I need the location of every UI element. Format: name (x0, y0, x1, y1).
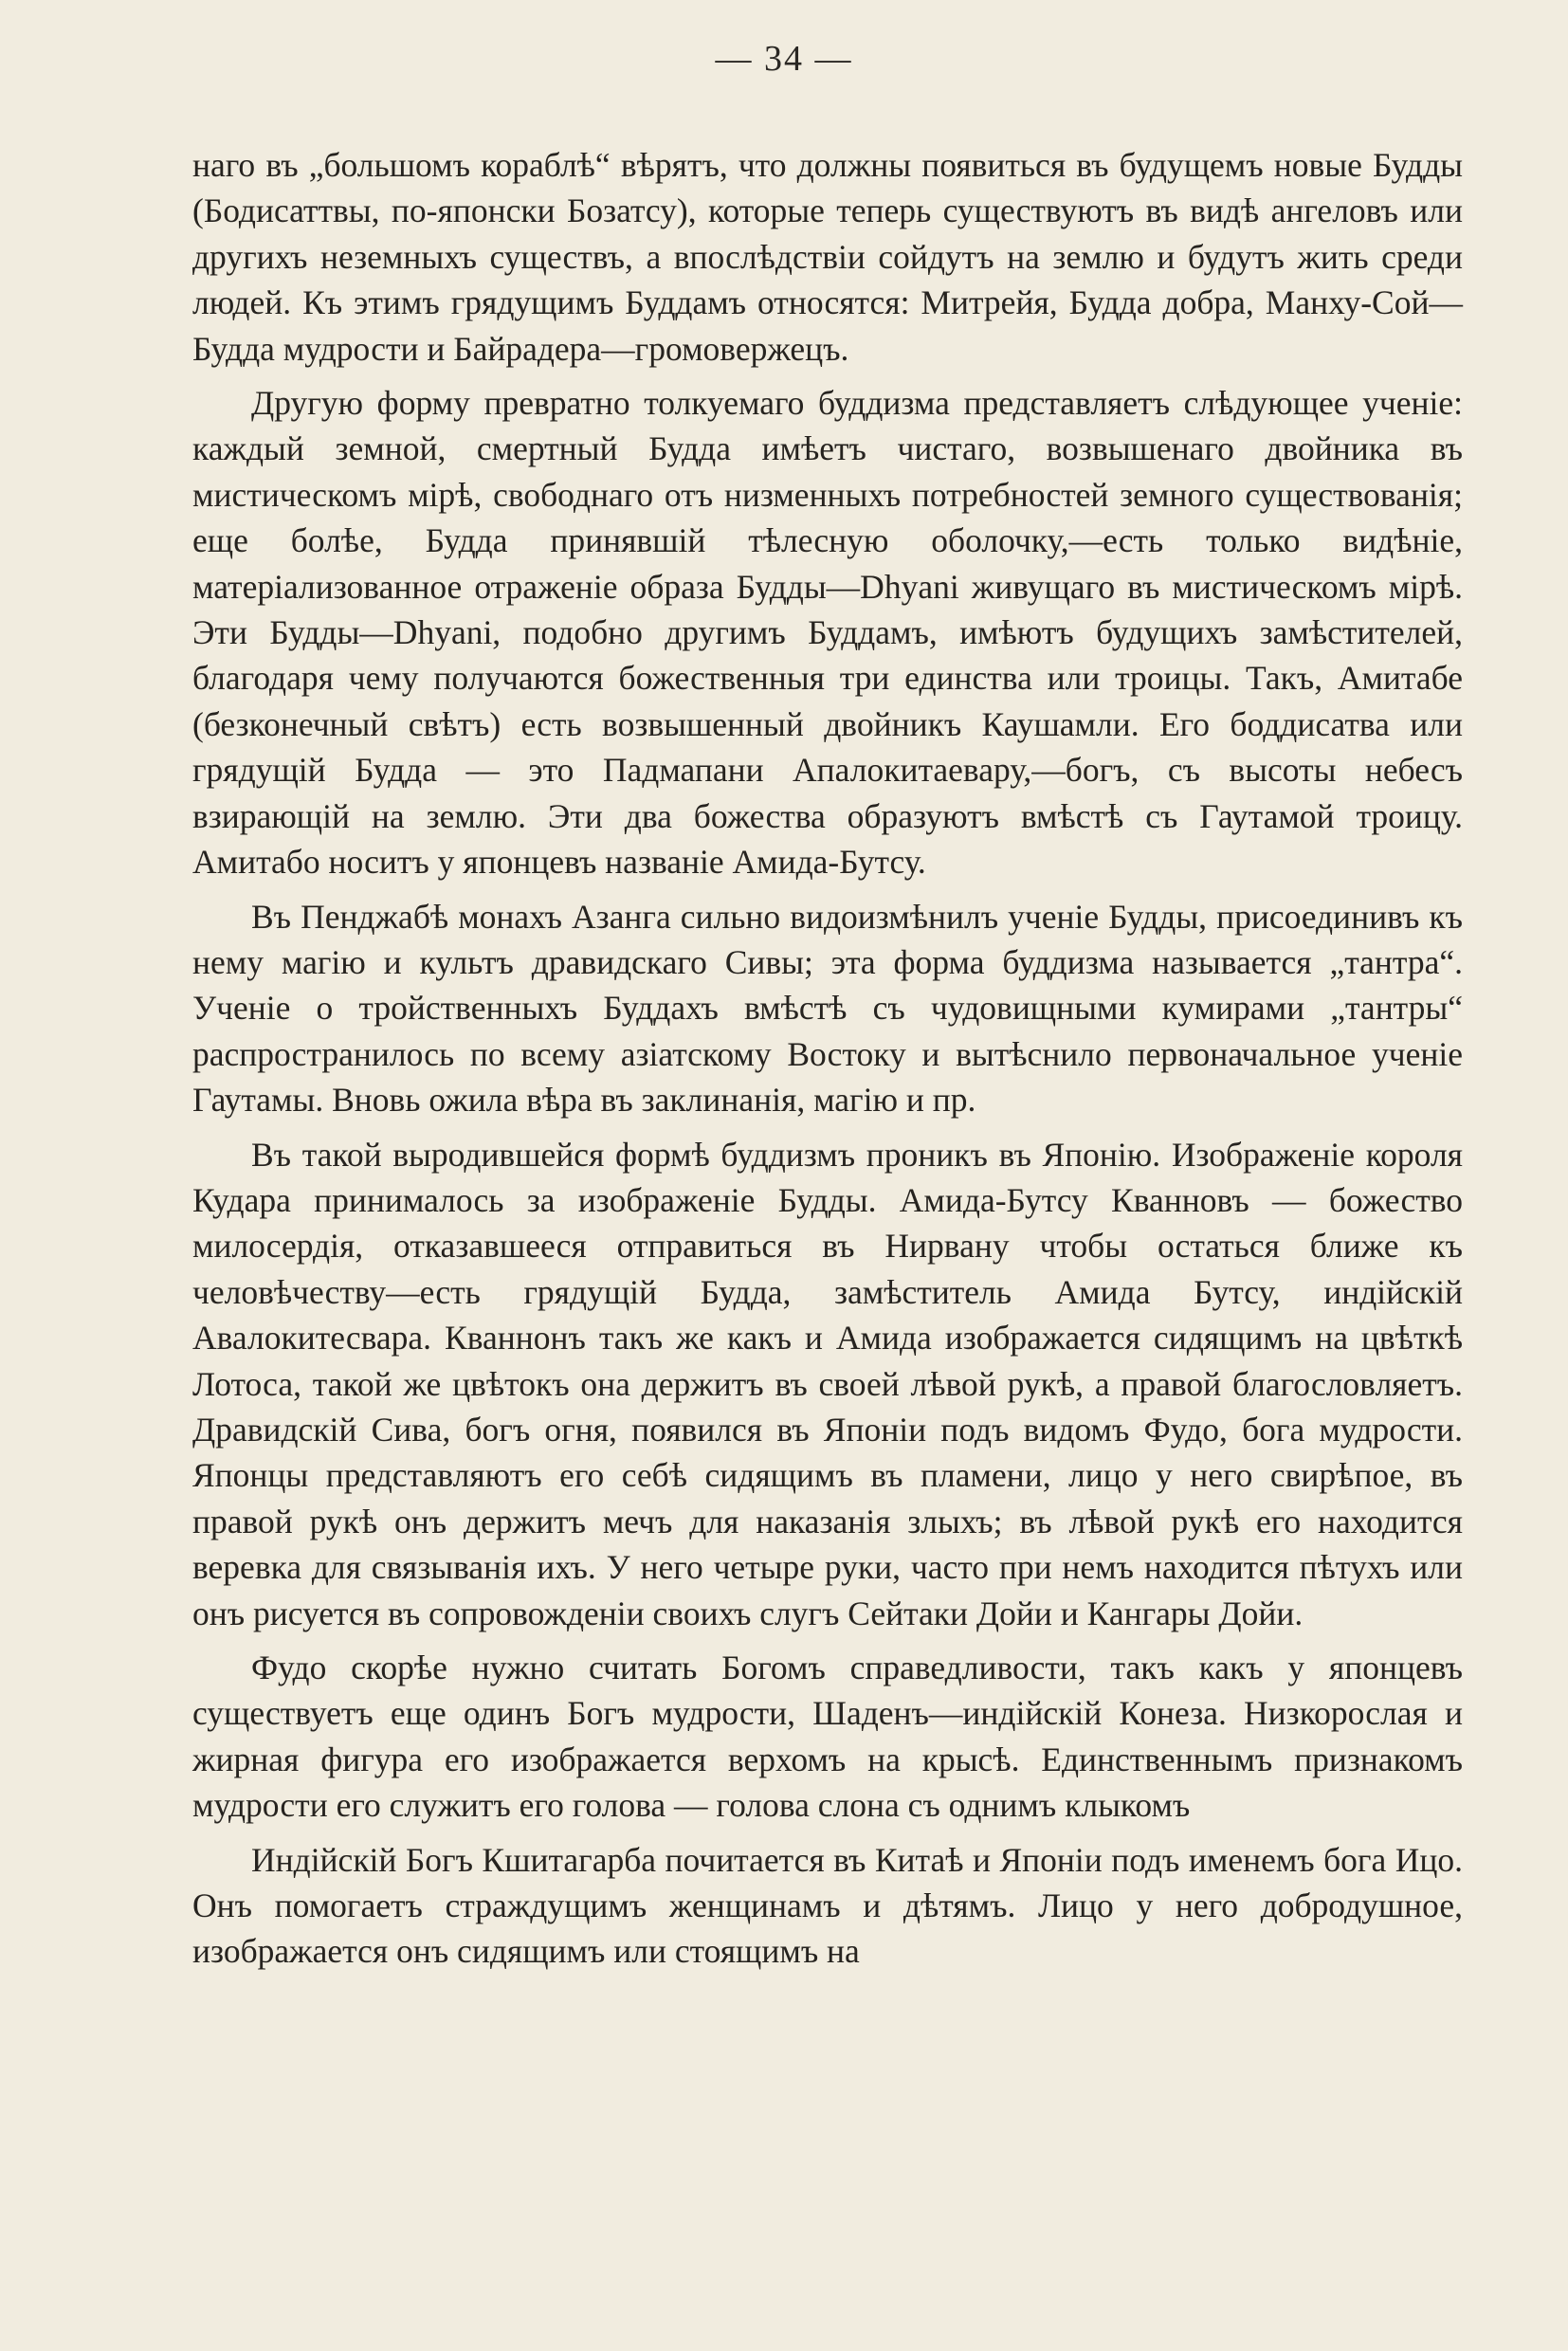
paragraph-4: Въ такой выродившейся формѣ буддизмъ проникъ въ Японію. Изображеніе короля Кудара принималось за изображеніе Будды. Амида-Бутсу Кванновъ — божество милосердія, отказавшееся отправиться въ Нирвану чтобы остаться ближе къ человѣчеству—есть грядущій Будда, замѣститель Амида Бутсу, индійскій Авалокитесвара. Кваннонъ такъ же какъ и Амида изображается сидящимъ на цвѣткѣ Лотоса, такой же цвѣтокъ она держитъ въ своей лѣвой рукѣ, а правой благословляетъ. Дравидскій Сива, богъ огня, появился въ Японіи подъ видомъ Фудо, бога мудрости. Японцы представляютъ его себѣ сидящимъ въ пламени, лицо у него свирѣпое, въ правой рукѣ онъ держитъ мечъ для наказанія злыхъ; въ лѣвой рукѣ его находится веревка для связыванія ихъ. У него четыре руки, часто при немъ находится пѣтухъ или онъ рисуется въ сопровожденіи своихъ слугъ Сейтаки Дойи и Кангары Дойи. (192, 1135, 1463, 1632)
paragraph-1: наго въ „большомъ кораблѣ“ вѣрятъ, что должны появиться въ будущемъ новые Будды (Бодисаттвы, по-японски Бозатсу), которые теперь существуютъ въ видѣ ангеловъ или другихъ неземныхъ существъ, а впослѣдствіи сойдутъ на землю и будутъ жить среди людей. Къ этимъ грядущимъ Буддамъ относятся: Митрейя, Будда добра, Манху-Сой—Будда мудрости и Байрадера—громовержецъ. (192, 146, 1463, 368)
body-text (192, 142, 1463, 1983)
paragraph-6: Индійскій Богъ Кшитагарба почитается въ Китаѣ и Японіи подъ именемъ бога Ицо. Онъ помогаетъ страждущимъ женщинамъ и дѣтямъ. Лицо у него добродушное, изображается онъ сидящимъ или стоящимъ на (192, 1840, 1463, 1971)
paragraph-3: Въ Пенджабѣ монахъ Азанга сильно видоизмѣнилъ ученіе Будды, присоединивъ къ нему магію и культъ дравидскаго Сивы; эта форма буддизма называется „тантра“. Ученіе о тройственныхъ Буддахъ вмѣстѣ съ чудовищными кумирами „тантры“ распространилось по всему азіатскому Востоку и вытѣснило первоначальное ученіе Гаутамы. Вновь ожила вѣра въ заклинанія, магію и пр. (192, 897, 1463, 1120)
paragraph-5: Фудо скорѣе нужно считать Богомъ справедливости, такъ какъ у японцевъ существуетъ еще одинъ Богъ мудрости, Шаденъ—индійскій Конеза. Низкорослая и жирная фигура его изображается верхомъ на крысѣ. Единственнымъ признакомъ мудрости его служитъ его голова — голова слона съ однимъ клыкомъ (192, 1649, 1463, 1825)
page-number: — 34 — (715, 39, 853, 79)
paragraph-2: Другую форму превратно толкуемаго буддизма представляетъ слѣдующее ученіе: каждый земной, смертный Будда имѣетъ чистаго, возвышенаго двойника въ мистическомъ мірѣ, свободнаго отъ низменныхъ потребностей земного существованія; еще болѣе, Будда принявшій тѣлесную оболочку,—есть только видѣніе, матеріализованное отраженіе образа Будды—Dhyani живущаго въ мистическомъ мірѣ. Эти Будды—Dhyani, подобно другимъ Буддамъ, имѣютъ будущихъ замѣстителей, благодаря чему получаются божественныя три единства или троицы. Такъ, Амитабе (безконечный свѣтъ) есть возвышенный двойникъ Каушамли. Его боддисатва или грядущій Будда — это Падмапани Апалокитаевару,—богъ, съ высоты небесъ взирающій на землю. Эти два божества образуютъ вмѣстѣ съ Гаутамой троицу. Амитабо носитъ у японцевъ названіе Амида-Бутсу. (192, 384, 1463, 882)
